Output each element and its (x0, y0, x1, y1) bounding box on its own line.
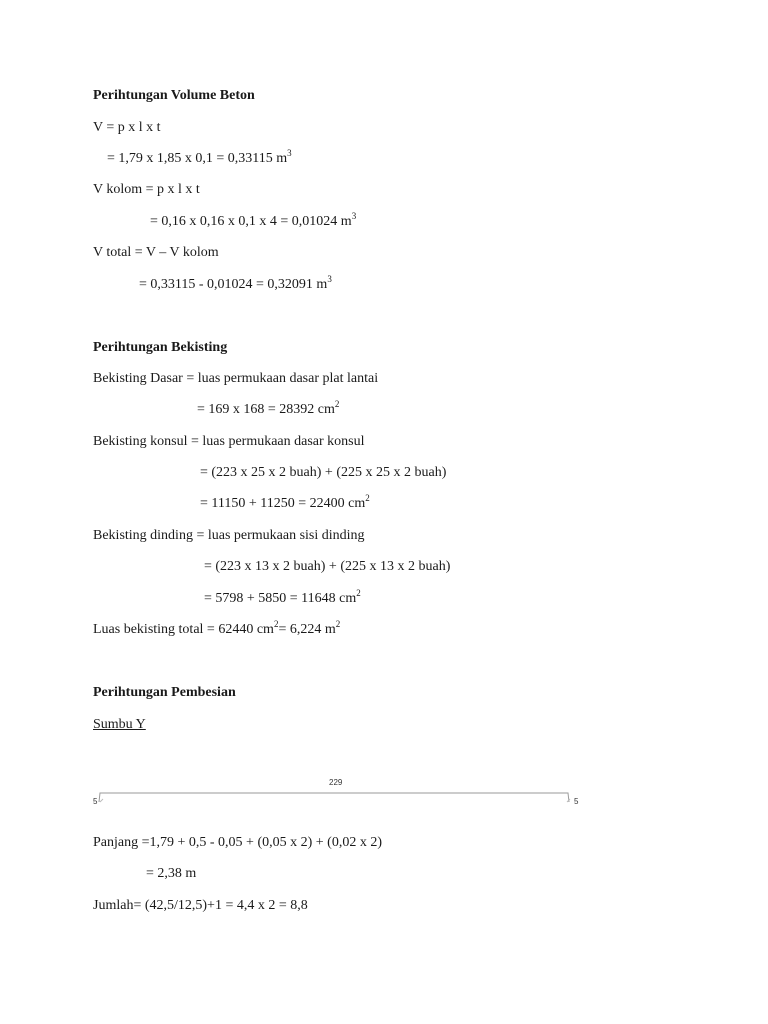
calc-volume-kolom-text: = 0,16 x 0,16 x 0,1 x 4 = 0,01024 m (150, 214, 352, 229)
rebar-hook-left (100, 799, 103, 802)
unit-exponent: 2 (356, 588, 361, 598)
unit-exponent: 2 (365, 493, 370, 503)
calc-volume (107, 150, 292, 168)
unit-exponent: 2 (334, 399, 340, 409)
heading-bekisting: Perihtungan Bekisting (93, 340, 228, 355)
unit-exponent: 2 (335, 619, 341, 629)
formula-bekisting-dinding: Bekisting dinding = luas permukaan sisi dinding (93, 528, 365, 543)
unit-exponent: 3 (327, 274, 332, 284)
rebar-length-label: 229 (329, 778, 343, 787)
calc-bekisting-konsul-2 (200, 495, 370, 513)
calc-volume-total-text: = 0,33115 - 0,01024 = 0,32091 m (139, 277, 328, 292)
formula-volume: V = p x l x t (93, 120, 161, 135)
rebar-diagram (96, 788, 579, 810)
formula-bekisting-dasar: Bekisting Dasar = luas permukaan dasar plat lantai (93, 371, 379, 386)
formula-jumlah: Jumlah= (42,5/12,5)+1 = 4,4 x 2 = 8,8 (93, 898, 308, 913)
calc-volume-text: = 1,79 x 1,85 x 0,1 = 0,33115 m (107, 151, 288, 166)
formula-bekisting-konsul: Bekisting konsul = luas permukaan dasar konsul (93, 434, 365, 449)
calc-volume-total (139, 276, 332, 294)
calc-bekisting-dasar (197, 401, 339, 419)
unit-exponent: 3 (351, 211, 357, 221)
formula-volume-total: V total = V – V kolom (93, 245, 219, 260)
heading-volume-beton: Perihtungan Volume Beton (93, 88, 255, 103)
formula-volume-kolom: V kolom = p x l x t (93, 182, 200, 197)
bekisting-total (93, 621, 340, 639)
calc-bekisting-dasar-text: = 169 x 168 = 28392 cm (197, 402, 335, 417)
calc-bekisting-dinding-2 (204, 590, 361, 608)
calc-bekisting-dinding-2-text: = 5798 + 5850 = 11648 cm (204, 591, 357, 606)
rebar-hook-right-label: 5 (574, 797, 579, 806)
unit-exponent: 2 (273, 619, 279, 629)
calc-bekisting-konsul-1: = (223 x 25 x 2 buah) + (225 x 25 x 2 buah) (200, 465, 447, 480)
subheading-sumbu-y: Sumbu Y (93, 717, 146, 732)
rebar-bar-shape (99, 793, 569, 802)
bekisting-total-m: = 6,224 m (278, 622, 336, 637)
heading-pembesian: Perihtungan Pembesian (93, 685, 236, 700)
bekisting-total-cm: Luas bekisting total = 62440 cm (93, 622, 274, 637)
unit-exponent: 3 (287, 148, 292, 158)
rebar-hook-left-label: 5 (93, 797, 98, 806)
calc-volume-kolom (150, 213, 356, 231)
calc-bekisting-dinding-1: = (223 x 13 x 2 buah) + (225 x 13 x 2 buah) (204, 559, 451, 574)
formula-panjang: Panjang =1,79 + 0,5 - 0,05 + (0,05 x 2) + (0,02 x 2) (93, 835, 382, 850)
calc-panjang: = 2,38 m (146, 866, 197, 881)
calc-bekisting-konsul-2-text: = 11150 + 11250 = 22400 cm (200, 496, 366, 511)
